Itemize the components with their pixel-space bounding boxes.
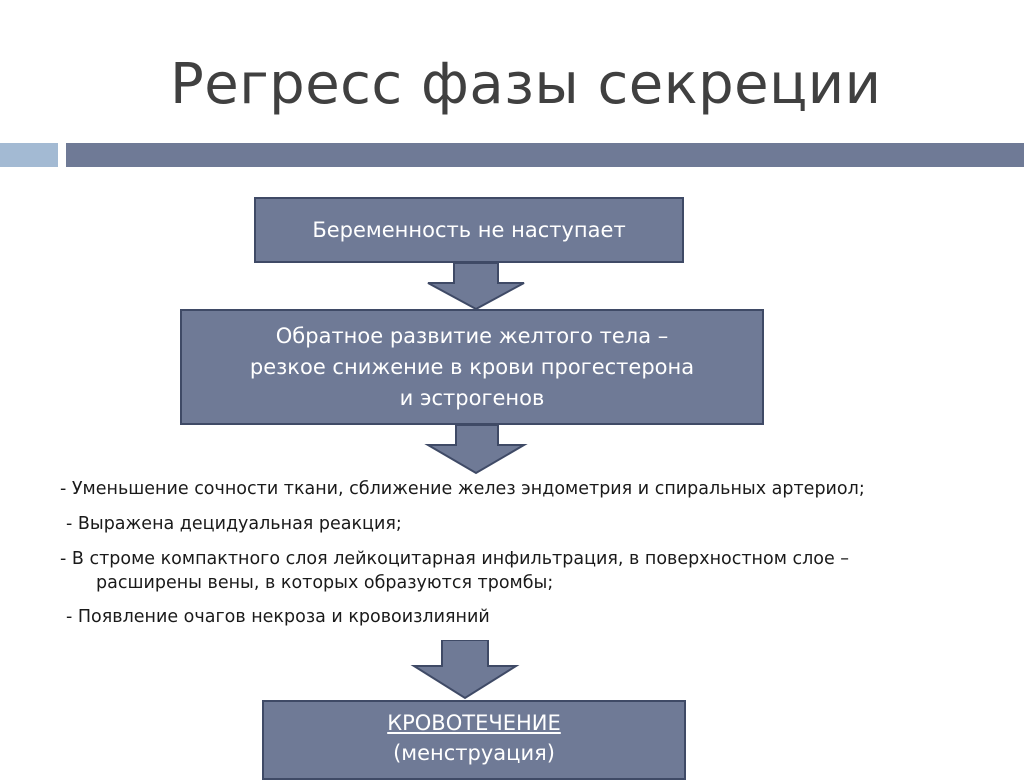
list-item: - В строме компактного слоя лейкоцитарная инфильтрация, в поверхностном слое –	[60, 549, 850, 569]
flow-box-corpus-luteum-regression	[180, 309, 764, 425]
list-item: - Появление очагов некроза и кровоизлияний	[66, 607, 490, 627]
list-item: - Выражена децидуальная реакция;	[66, 514, 402, 534]
down-arrow-icon	[410, 640, 522, 700]
slide-title: Регресс фазы секреции	[170, 52, 882, 117]
flow-box-line: (менструация)	[393, 741, 555, 765]
header-accent-bar-light	[0, 143, 58, 167]
flow-box-pregnancy-not-occurring	[254, 197, 684, 263]
list-item: расширены вены, в которых образуются тромбы;	[96, 573, 554, 593]
flow-box-line: и эстрогенов	[399, 385, 545, 410]
down-arrow-icon	[424, 425, 528, 475]
flow-box-label: Беременность не наступает	[312, 218, 626, 242]
header-accent-bar-dark	[66, 143, 1024, 167]
flow-box-line: КРОВОТЕЧЕНИЕ	[387, 711, 561, 735]
flow-box-line: резкое снижение в крови прогестерона	[249, 354, 695, 379]
flow-box-line: Обратное развитие желтого тела –	[275, 323, 669, 348]
flow-box-bleeding	[262, 700, 686, 780]
list-item: - Уменьшение сочности ткани, сближение желез эндометрия и спиральных артериол;	[60, 479, 865, 499]
down-arrow-icon	[424, 263, 528, 311]
